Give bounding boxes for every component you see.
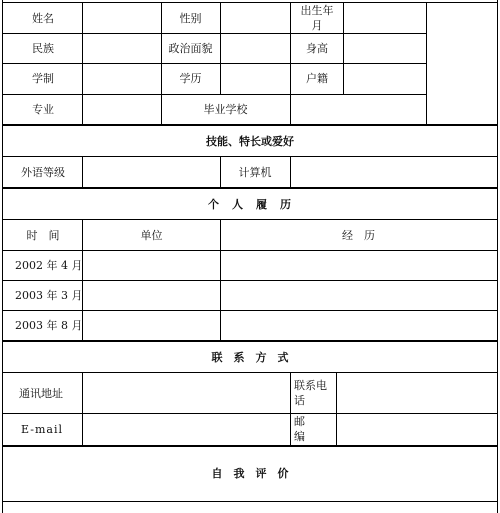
history-row-unit[interactable]	[83, 310, 220, 340]
table-rule	[290, 372, 291, 446]
education-label: 学历	[179, 72, 202, 85]
photo-area	[426, 3, 497, 124]
birth-field[interactable]	[344, 3, 426, 33]
table-rule	[2, 372, 498, 373]
self-eval-heading: 自 我 评 价	[211, 466, 289, 480]
table-rule	[2, 310, 498, 311]
language-label: 外语等级	[21, 165, 65, 179]
political-field[interactable]	[220, 33, 290, 63]
gender-label: 性别	[179, 11, 202, 25]
table-rule	[82, 156, 83, 188]
ethnicity-label: 民族	[32, 41, 54, 55]
schooling-field[interactable]	[83, 63, 161, 94]
language-field[interactable]	[83, 157, 220, 187]
table-rule	[220, 156, 221, 188]
table-rule	[2, 280, 498, 281]
history-row-experience[interactable]	[220, 310, 497, 340]
postcode-label: 邮编	[294, 415, 305, 443]
address-label: 通讯地址	[19, 386, 63, 400]
major-label: 专业	[32, 102, 54, 116]
history-heading: 个 人 履 历	[208, 197, 292, 211]
table-rule	[82, 2, 83, 125]
hukou-field[interactable]	[344, 63, 426, 94]
school-label: 毕业学校	[203, 102, 248, 116]
table-rule	[2, 156, 498, 157]
table-rule	[220, 2, 221, 94]
history-row-date: 2003 年 8 月	[15, 318, 83, 332]
table-rule	[161, 2, 162, 125]
postcode-field[interactable]	[336, 413, 497, 445]
hukou-label: 户籍	[306, 72, 328, 85]
name-field[interactable]	[83, 3, 161, 33]
school-field[interactable]	[290, 94, 426, 124]
table-rule	[2, 250, 498, 251]
email-label: E-mail	[21, 422, 63, 436]
table-rule	[2, 445, 498, 447]
birth-label: 出生年月	[300, 4, 334, 32]
table-rule	[2, 413, 498, 414]
major-field[interactable]	[83, 94, 161, 124]
computer-label: 计算机	[238, 165, 272, 179]
col-unit: 单位	[140, 228, 163, 242]
address-field[interactable]	[83, 373, 290, 413]
table-rule	[290, 2, 291, 125]
table-rule	[343, 2, 344, 94]
schooling-label: 学制	[32, 72, 54, 85]
gender-field[interactable]	[220, 3, 290, 33]
table-rule	[2, 501, 498, 502]
table-rule	[82, 372, 83, 446]
history-row-experience[interactable]	[220, 250, 497, 280]
table-rule	[2, 124, 498, 126]
col-time: 时 间	[26, 228, 60, 242]
history-row-date: 2002 年 4 月	[15, 258, 83, 272]
ethnicity-field[interactable]	[83, 33, 161, 63]
table-rule	[2, 33, 426, 34]
history-row-experience[interactable]	[220, 280, 497, 310]
education-field[interactable]	[220, 63, 290, 94]
phone-label: 联系电话	[294, 379, 327, 407]
history-row-date: 2003 年 3 月	[15, 288, 83, 302]
table-rule	[290, 156, 291, 188]
col-experience: 经 历	[342, 228, 375, 242]
political-label: 政治面貌	[168, 41, 213, 55]
table-rule	[2, 2, 498, 3]
table-rule	[220, 219, 221, 341]
self-eval-field[interactable]	[3, 502, 497, 513]
table-rule	[2, 63, 426, 64]
table-border	[497, 0, 498, 513]
table-rule	[2, 94, 426, 95]
height-field[interactable]	[344, 33, 426, 63]
name-label: 姓名	[32, 11, 54, 25]
table-rule	[426, 2, 427, 125]
table-rule	[2, 219, 498, 220]
skills-heading: 技能、特长或爱好	[206, 134, 294, 148]
table-rule	[82, 219, 83, 341]
email-field[interactable]	[83, 413, 290, 445]
contact-heading: 联 系 方 式	[211, 350, 289, 364]
phone-field[interactable]	[336, 373, 497, 413]
table-rule	[2, 187, 498, 189]
table-rule	[336, 372, 337, 446]
computer-field[interactable]	[290, 157, 497, 187]
table-border	[2, 0, 3, 513]
table-rule	[2, 340, 498, 342]
history-row-unit[interactable]	[83, 250, 220, 280]
height-label: 身高	[306, 41, 328, 55]
history-row-unit[interactable]	[83, 280, 220, 310]
